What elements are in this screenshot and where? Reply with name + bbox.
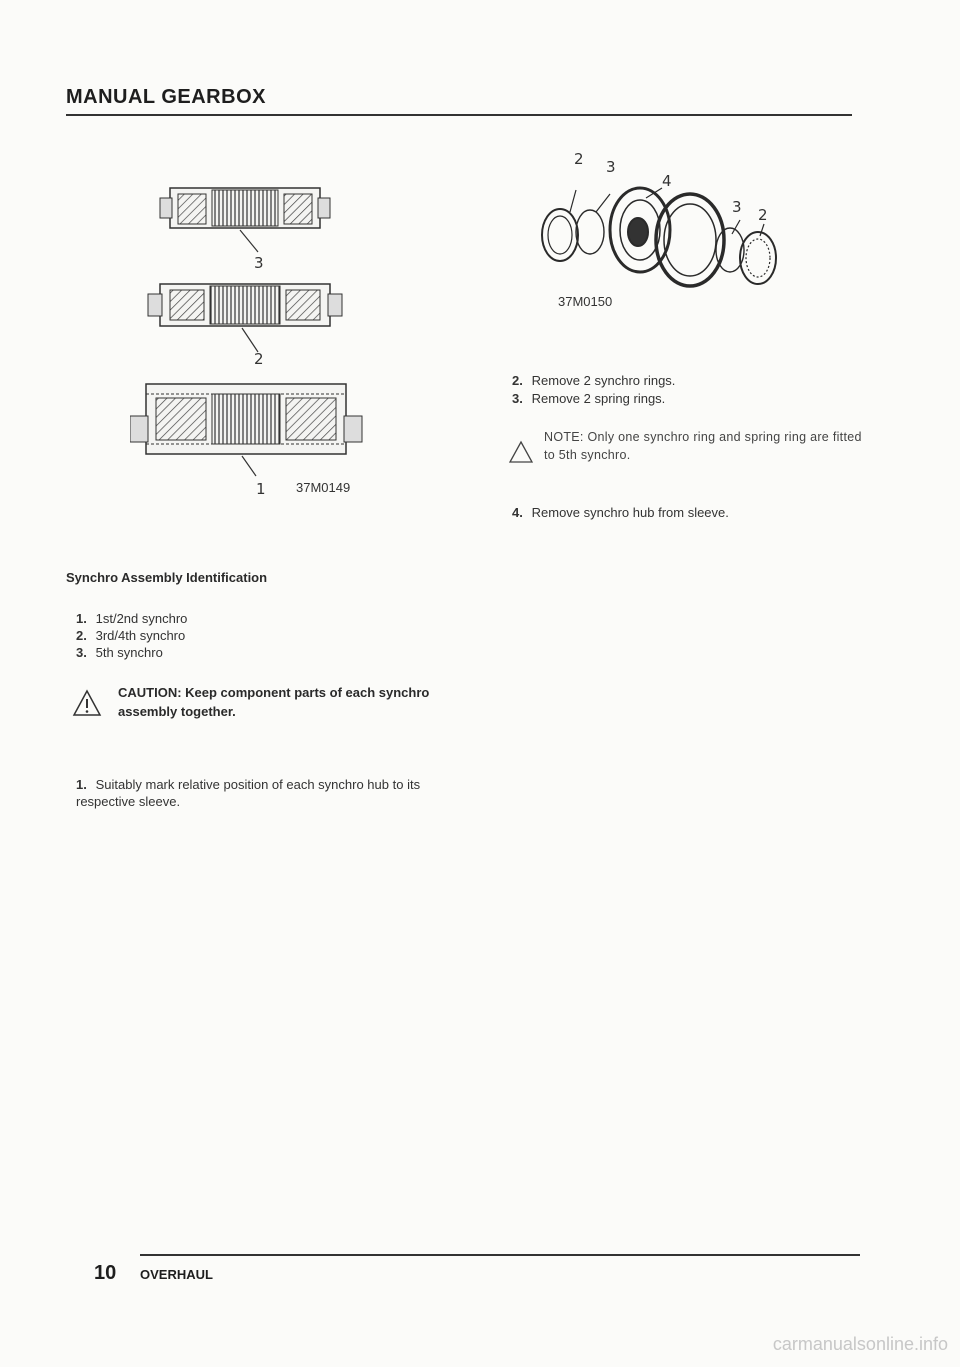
callout-label: 2 (758, 206, 768, 224)
step-number: 3. (512, 391, 523, 406)
list-item (76, 627, 187, 644)
synchro-sections-drawing (130, 180, 390, 500)
note-text: NOTE: Only one synchro ring and spring ring are fitted to 5th synchro. (544, 430, 862, 462)
page-title: MANUAL GEARBOX (66, 86, 266, 108)
spring-ring (576, 210, 604, 254)
callout-label: 3 (732, 198, 742, 216)
list-number: 1. (76, 611, 87, 626)
section-heading: Synchro Assembly Identification (66, 570, 268, 585)
section-label: OVERHAUL (140, 1267, 213, 1282)
list-item (76, 644, 187, 661)
note-block (508, 428, 868, 472)
procedure-step (512, 390, 852, 407)
synchro-section-5th (160, 188, 330, 252)
page-number: 10 (94, 1262, 117, 1284)
synchro-sections-figure (130, 180, 390, 500)
synchro-sleeve (656, 194, 724, 286)
synchro-section-1st-2nd (130, 384, 362, 476)
procedure-step (512, 504, 852, 521)
synchro-ring (548, 216, 572, 254)
watermark: carmanualsonline.info (772, 1334, 948, 1354)
step-text: Remove synchro hub from sleeve. (531, 505, 729, 520)
callout-label: 3 (606, 158, 616, 176)
list-number: 3. (76, 645, 87, 660)
callout-label: 1 (256, 480, 266, 498)
callout-label: 3 (254, 254, 264, 272)
synchro-section-3rd-4th (148, 284, 342, 352)
step-text: Suitably mark relative position of each synchro hub to its respective sleeve. (76, 777, 421, 809)
list-item (76, 610, 187, 627)
figure-code: 37M0150 (558, 294, 613, 309)
caution-text: CAUTION: Keep component parts of each synchro assembly together. (118, 685, 430, 719)
figure-code: 37M0149 (296, 480, 351, 495)
header-rule (66, 114, 852, 116)
note-triangle-icon (508, 440, 534, 464)
warning-triangle-icon (72, 689, 102, 717)
list-text: 5th synchro (95, 645, 163, 660)
step-number: 1. (76, 777, 87, 792)
step-text: Remove 2 spring rings. (531, 391, 666, 406)
list-number: 2. (76, 628, 87, 643)
callout-label: 4 (662, 172, 672, 190)
synchro-identification-list (76, 610, 187, 661)
procedure-step (76, 776, 436, 810)
list-text: 3rd/4th synchro (95, 628, 186, 643)
step-text: Remove 2 synchro rings. (531, 373, 676, 388)
procedure-step (512, 372, 852, 389)
footer-rule (140, 1254, 860, 1256)
step-number: 4. (512, 505, 523, 520)
callout-label: 2 (574, 150, 584, 168)
list-text: 1st/2nd synchro (95, 611, 188, 626)
step-number: 2. (512, 373, 523, 388)
callout-label: 2 (254, 350, 264, 368)
